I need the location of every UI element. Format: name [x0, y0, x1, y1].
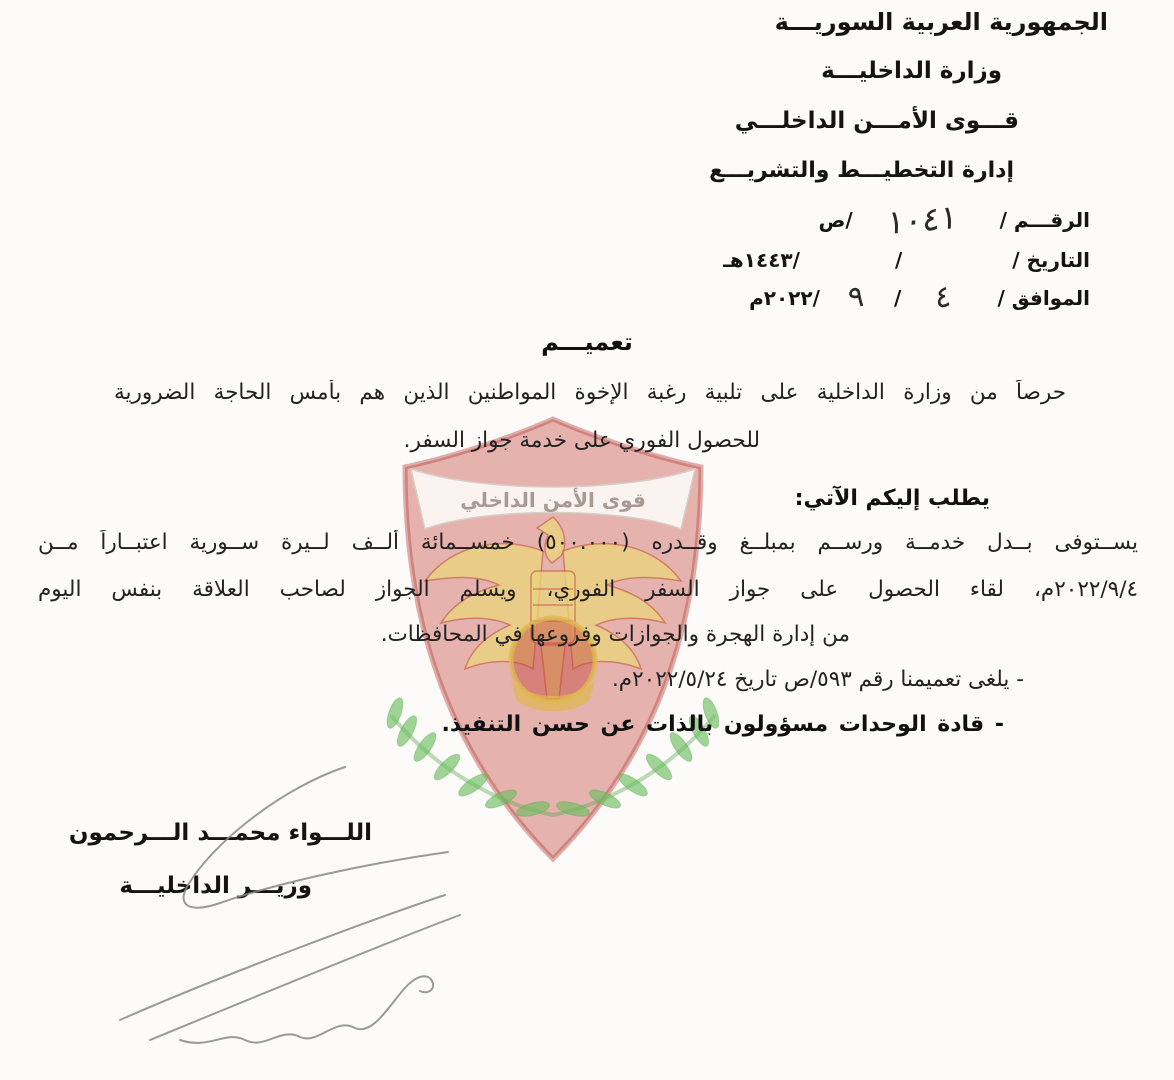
header-ministry: وزارة الداخليـــة — [821, 58, 1002, 84]
paragraph2-line3: من إدارة الهجرة والجوازات وفروعها في المحافظات. — [380, 622, 850, 647]
signatory-title: وزيـــر الداخليـــة — [119, 873, 312, 899]
gregorian-year: /٢٠٢٢م — [749, 285, 820, 310]
paragraph1-line1: حرصاً من وزارة الداخلية على تلبية رغبة الإخوة المواطنين الذين هم بأمس الحاجة الضرورية — [114, 380, 1066, 405]
handwritten-signature — [40, 745, 500, 1065]
reference-number-row — [818, 196, 1091, 243]
reference-number-handwritten-value: ١٠٤١ — [885, 196, 959, 243]
paragraph2-line1: يســتوفى بــدل خدمــة ورســم بمبلــغ وقــدره (٥٠٠.٠٠٠) خمســمائة ألــف لــيرة ســورية اعتبــاراً مــن — [38, 530, 1138, 555]
seal-banner-text: قوى الأمن الداخلي — [460, 488, 646, 512]
header-country: الجمهورية العربية السوريـــة — [774, 8, 1108, 36]
signatory-name: اللـــواء محمـــد الـــرحمون — [68, 820, 372, 846]
gregorian-date-separator: / — [894, 285, 902, 310]
cancellation-item: - يلغى تعميمنا رقم ٥٩٣/ص تاريخ ٢٠٢٢/٥/٢٤م. — [611, 667, 1024, 692]
hijri-year: /١٤٤٣هـ — [723, 248, 800, 272]
hijri-date-label: التاريخ / — [1012, 248, 1090, 272]
gregorian-date-label: الموافق / — [997, 285, 1090, 310]
reference-number-label: الرقـــم / — [999, 207, 1090, 232]
paragraph1-line2: للحصول الفوري على خدمة جواز السفر. — [403, 428, 760, 453]
header-department: إدارة التخطيـــط والتشريـــع — [709, 158, 1014, 183]
hijri-date-separator: / — [894, 248, 903, 272]
paragraph2-line2: ٢٠٢٢/٩/٤م، لقاء الحصول على جواز السفر الفوري، ويسلم الجواز لصاحب العلاقة بنفس اليوم — [38, 577, 1138, 602]
reference-number-suffix: /ص — [818, 207, 853, 232]
responsibility-item: - قادة الوحدات مسؤولون بالذات عن حسن التنفيذ. — [441, 712, 1004, 737]
gregorian-month-handwritten: ٩ — [846, 278, 866, 317]
document-title: تعميـــم — [541, 328, 633, 356]
gregorian-day-handwritten: ٤ — [934, 278, 953, 317]
hijri-date-row — [723, 248, 1090, 272]
header-forces: قـــوى الأمـــن الداخلـــي — [734, 108, 1019, 134]
request-line: يطلب إليكم الآتي: — [794, 486, 990, 511]
gregorian-date-row — [749, 280, 1090, 315]
